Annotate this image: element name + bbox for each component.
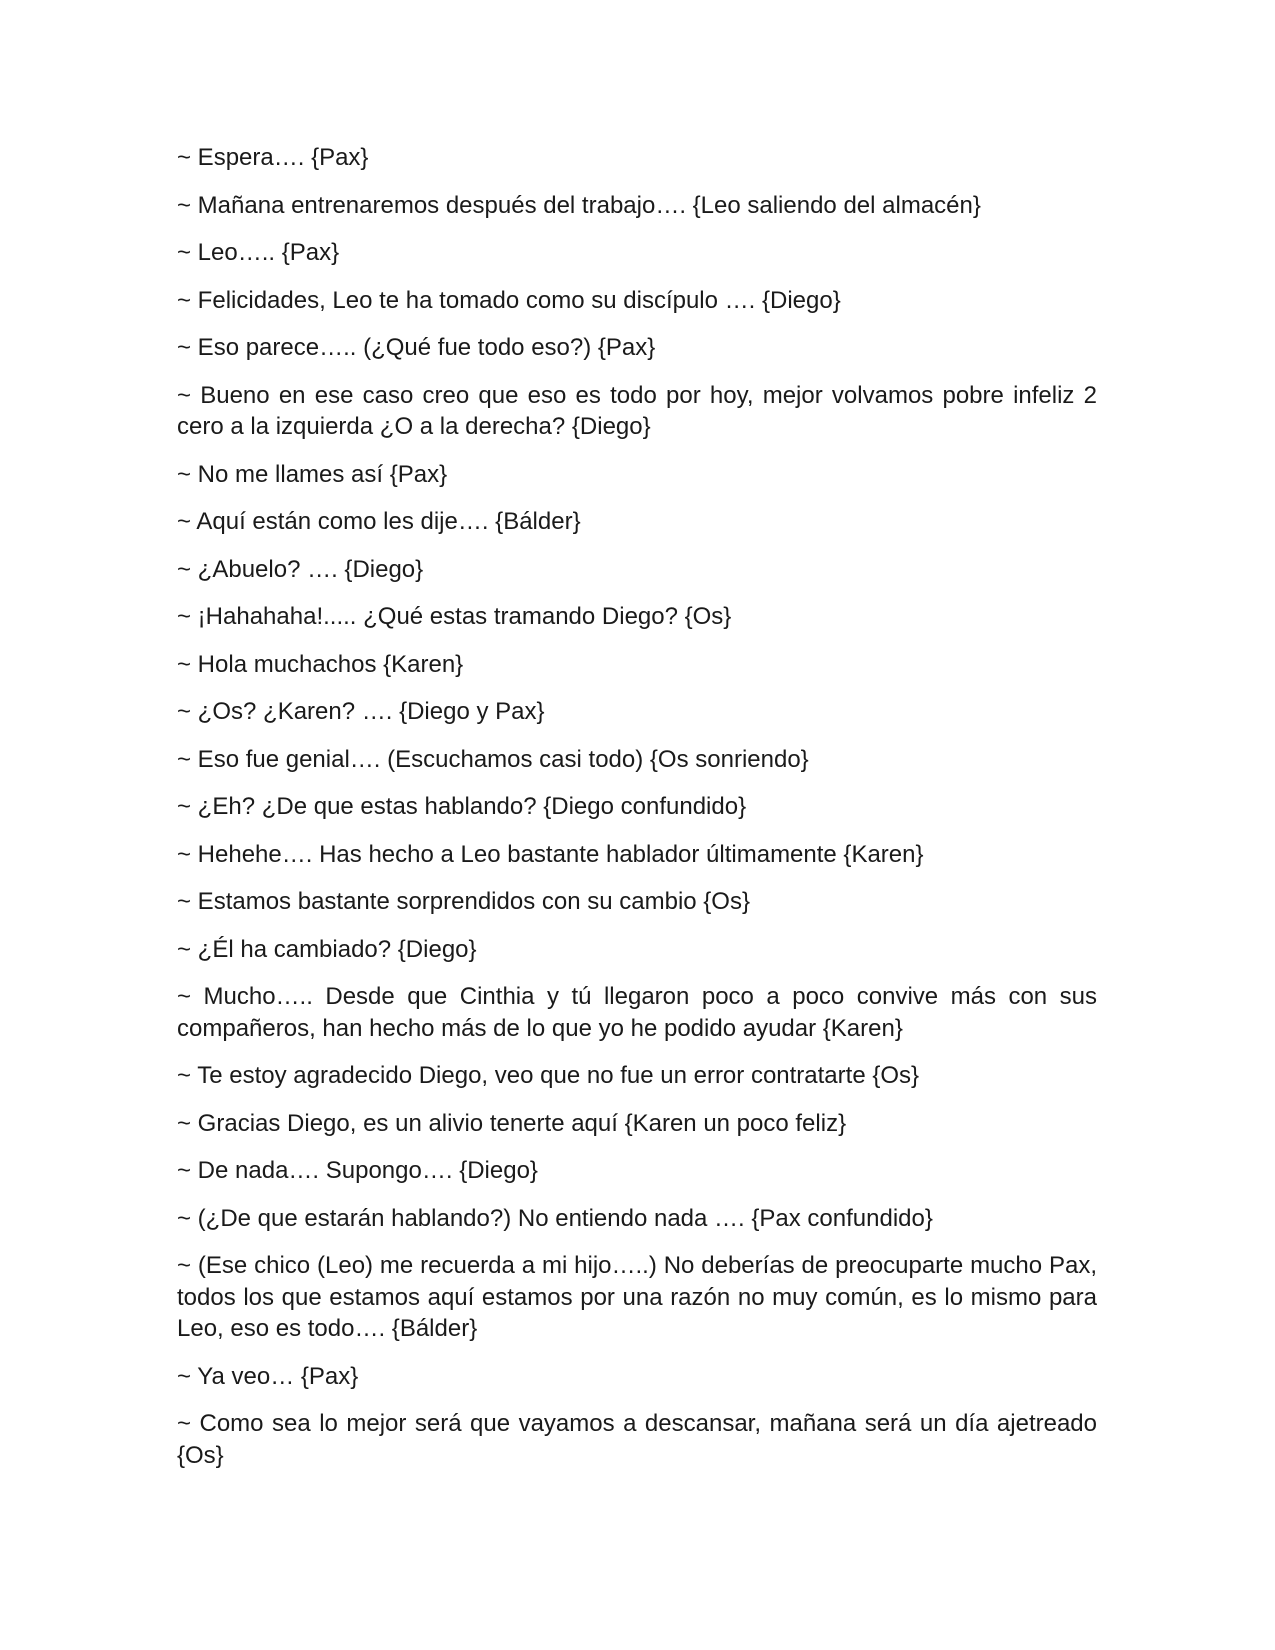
dialogue-line: ~ Ya veo… {Pax} xyxy=(177,1362,359,1390)
dialogue-line: ~ ¿Eh? ¿De que estas hablando? {Diego confundido} xyxy=(177,793,747,820)
dialogue-line: ~ Como sea lo mejor será que vayamos a descansar, mañana será un día ajetreado {Os} xyxy=(177,1410,1097,1469)
dialogue-line: ~ Eso fue genial…. (Escuchamos casi todo) {Os sonriendo} xyxy=(177,745,809,773)
dialogue-line: ~ Gracias Diego, es un alivio tenerte aquí {Karen un poco feliz} xyxy=(177,1109,847,1137)
dialogue-body xyxy=(177,142,1097,1487)
dialogue-line: ~ ¿Abuelo? …. {Diego} xyxy=(177,555,424,583)
dialogue-line: ~ Hehehe…. Has hecho a Leo bastante hablador últimamente {Karen} xyxy=(177,840,924,868)
dialogue-line: ~ Mucho….. Desde que Cinthia y tú llegaron poco a poco convive más con sus compañeros, han hecho más de lo que yo he podido ayudar {Karen} xyxy=(177,983,1097,1042)
dialogue-line: ~ De nada…. Supongo…. {Diego} xyxy=(177,1157,538,1184)
dialogue-line: ~ Leo….. {Pax} xyxy=(177,239,340,266)
dialogue-line: ~ ¿Él ha cambiado? {Diego} xyxy=(177,935,477,963)
dialogue-line: ~ Bueno en ese caso creo que eso es todo por hoy, mejor volvamos pobre infeliz 2 cero a la izquierda ¿O a la derecha? {Diego} xyxy=(177,381,1097,440)
dialogue-line: ~ ¡Hahahaha!..... ¿Qué estas tramando Diego? {Os} xyxy=(177,603,732,630)
dialogue-line: ~ Aquí están como les dije…. {Bálder} xyxy=(177,508,581,535)
dialogue-line: ~ No me llames así {Pax} xyxy=(177,460,448,488)
dialogue-line: ~ Te estoy agradecido Diego, veo que no fue un error contratarte {Os} xyxy=(177,1062,920,1089)
dialogue-line: ~ Eso parece….. (¿Qué fue todo eso?) {Pax} xyxy=(177,334,656,361)
dialogue-line: ~ Hola muchachos {Karen} xyxy=(177,650,464,678)
dialogue-line: ~ Estamos bastante sorprendidos con su cambio {Os} xyxy=(177,888,750,915)
dialogue-line: ~ Felicidades, Leo te ha tomado como su discípulo …. {Diego} xyxy=(177,286,841,314)
dialogue-line: ~ (¿De que estarán hablando?) No entiendo nada …. {Pax confundido} xyxy=(177,1204,933,1232)
dialogue-line: ~ (Ese chico (Leo) me recuerda a mi hijo…..) No deberías de preocuparte mucho Pax, todos los que estamos aquí estamos por una razón no muy común, es lo mismo para Leo, eso es todo…. {Bálder} xyxy=(177,1252,1097,1342)
dialogue-line: ~ Espera…. {Pax} xyxy=(177,144,369,171)
dialogue-line: ~ ¿Os? ¿Karen? …. {Diego y Pax} xyxy=(177,698,545,725)
dialogue-line: ~ Mañana entrenaremos después del trabajo…. {Leo saliendo del almacén} xyxy=(177,191,981,219)
